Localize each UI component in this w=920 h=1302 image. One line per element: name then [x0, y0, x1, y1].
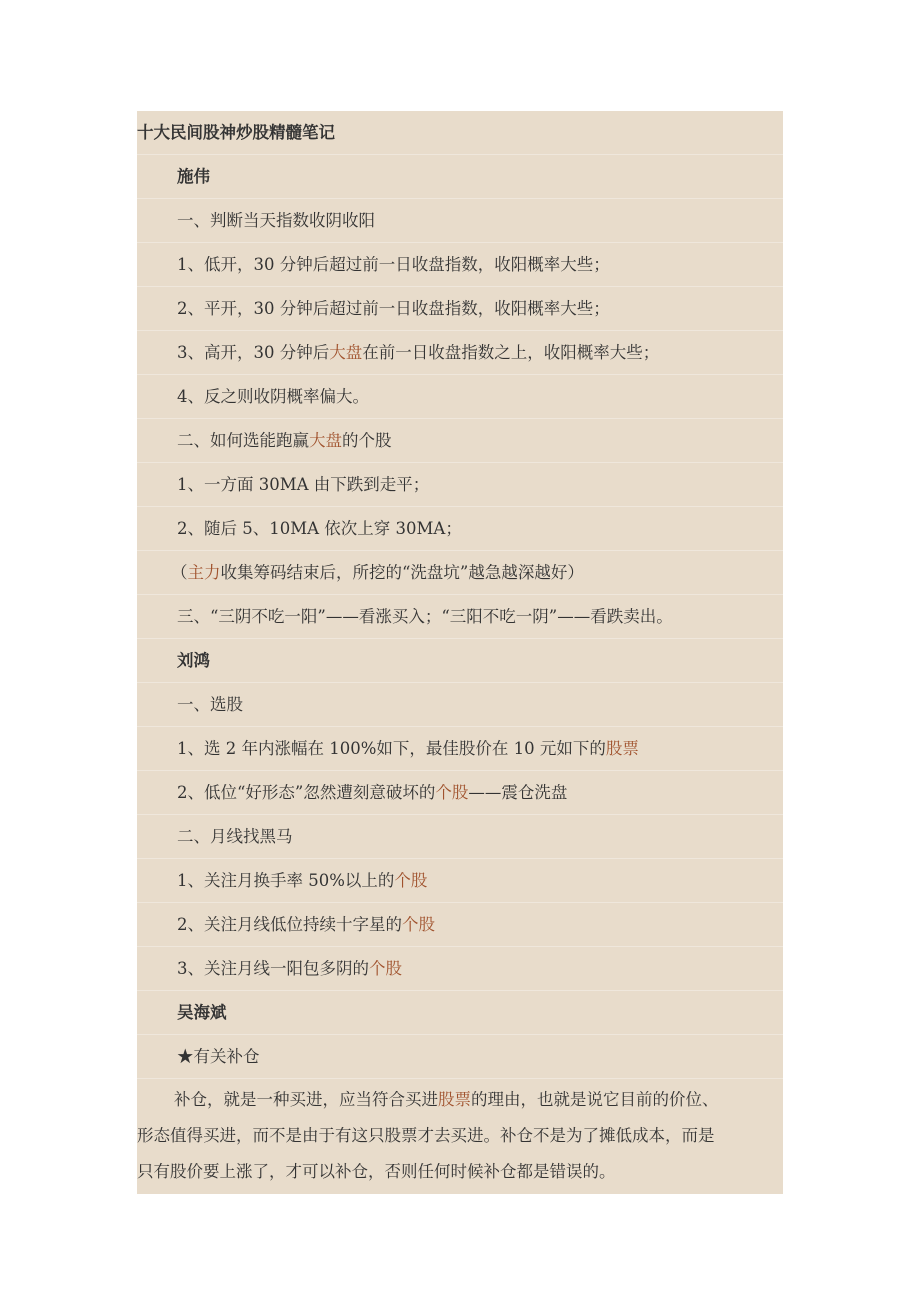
- link-gegu[interactable]: 个股: [435, 783, 469, 802]
- text: 在前一日收盘指数之上，收阳概率大些；: [362, 343, 660, 362]
- list-item: 4、反之则收阴概率偏大。: [137, 375, 783, 419]
- text: 的理由，也就是说它目前的价位、: [471, 1090, 719, 1109]
- paragraph-buchang: [137, 1079, 783, 1194]
- list-item: 2、随后 5、10MA 依次上穿 30MA；: [137, 507, 783, 551]
- heading-1: 一、判断当天指数收阴收阳: [137, 199, 783, 243]
- text: 补仓，就是一种买进，应当符合买进: [174, 1090, 438, 1109]
- list-item: [137, 947, 783, 991]
- link-dapan[interactable]: 大盘: [309, 431, 342, 450]
- star-heading: ★有关补仓: [137, 1035, 783, 1079]
- text: 1、选 2 年内涨幅在 100%如下，最佳股价在 10 元如下的: [177, 739, 606, 758]
- document-panel: [137, 111, 783, 1194]
- link-gegu[interactable]: 个股: [394, 871, 428, 890]
- text: ——震仓洗盘: [468, 783, 568, 802]
- link-gegu[interactable]: 个股: [402, 915, 435, 934]
- list-item: 1、一方面 30MA 由下跌到走平；: [137, 463, 783, 507]
- heading-1: 一、选股: [137, 683, 783, 727]
- link-zhuli[interactable]: 主力: [187, 563, 221, 582]
- list-item: [137, 331, 783, 375]
- heading-2: [137, 419, 783, 463]
- text: 1、关注月换手率 50%以上的: [177, 871, 395, 890]
- text: 2、低位“好形态”忽然遭刻意破坏的: [177, 783, 436, 802]
- list-item: 1、低开，30 分钟后超过前一日收盘指数，收阳概率大些；: [137, 243, 783, 287]
- paragraph-line: 形态值得买进，而不是由于有这只股票才去买进。补仓不是为了摊低成本，而是: [137, 1126, 715, 1145]
- document-title: 十大民间股神炒股精髓笔记: [137, 111, 783, 155]
- author-shiwei: 施伟: [137, 155, 783, 199]
- link-dapan[interactable]: 大盘: [329, 343, 363, 362]
- list-item: [137, 727, 783, 771]
- text: 3、关注月线一阳包多阴的: [177, 959, 369, 978]
- text: 3、高开，30 分钟后: [177, 343, 330, 362]
- text: 的个股: [342, 431, 392, 450]
- author-liuhong: 刘鸿: [137, 639, 783, 683]
- text: 收集筹码结束后，所挖的“洗盘坑”越急越深越好）: [220, 563, 584, 582]
- link-gegu[interactable]: 个股: [369, 959, 402, 978]
- link-gupiao[interactable]: 股票: [438, 1090, 471, 1109]
- heading-3: 三、“三阴不吃一阳”——看涨买入；“三阳不吃一阴”——看跌卖出。: [137, 595, 783, 639]
- text: 二、如何选能跑赢: [177, 431, 309, 450]
- list-item: [137, 859, 783, 903]
- author-wuhaibin: 吴海斌: [137, 991, 783, 1035]
- note: [137, 551, 783, 595]
- paragraph-line: [137, 1082, 783, 1118]
- list-item: [137, 771, 783, 815]
- paragraph-line: 只有股价要上涨了，才可以补仓，否则任何时候补仓都是错误的。: [137, 1162, 616, 1181]
- heading-2: 二、月线找黑马: [137, 815, 783, 859]
- text: （: [171, 563, 188, 582]
- list-item: [137, 903, 783, 947]
- link-gupiao[interactable]: 股票: [605, 739, 639, 758]
- text: 2、关注月线低位持续十字星的: [177, 915, 402, 934]
- list-item: 2、平开，30 分钟后超过前一日收盘指数，收阳概率大些；: [137, 287, 783, 331]
